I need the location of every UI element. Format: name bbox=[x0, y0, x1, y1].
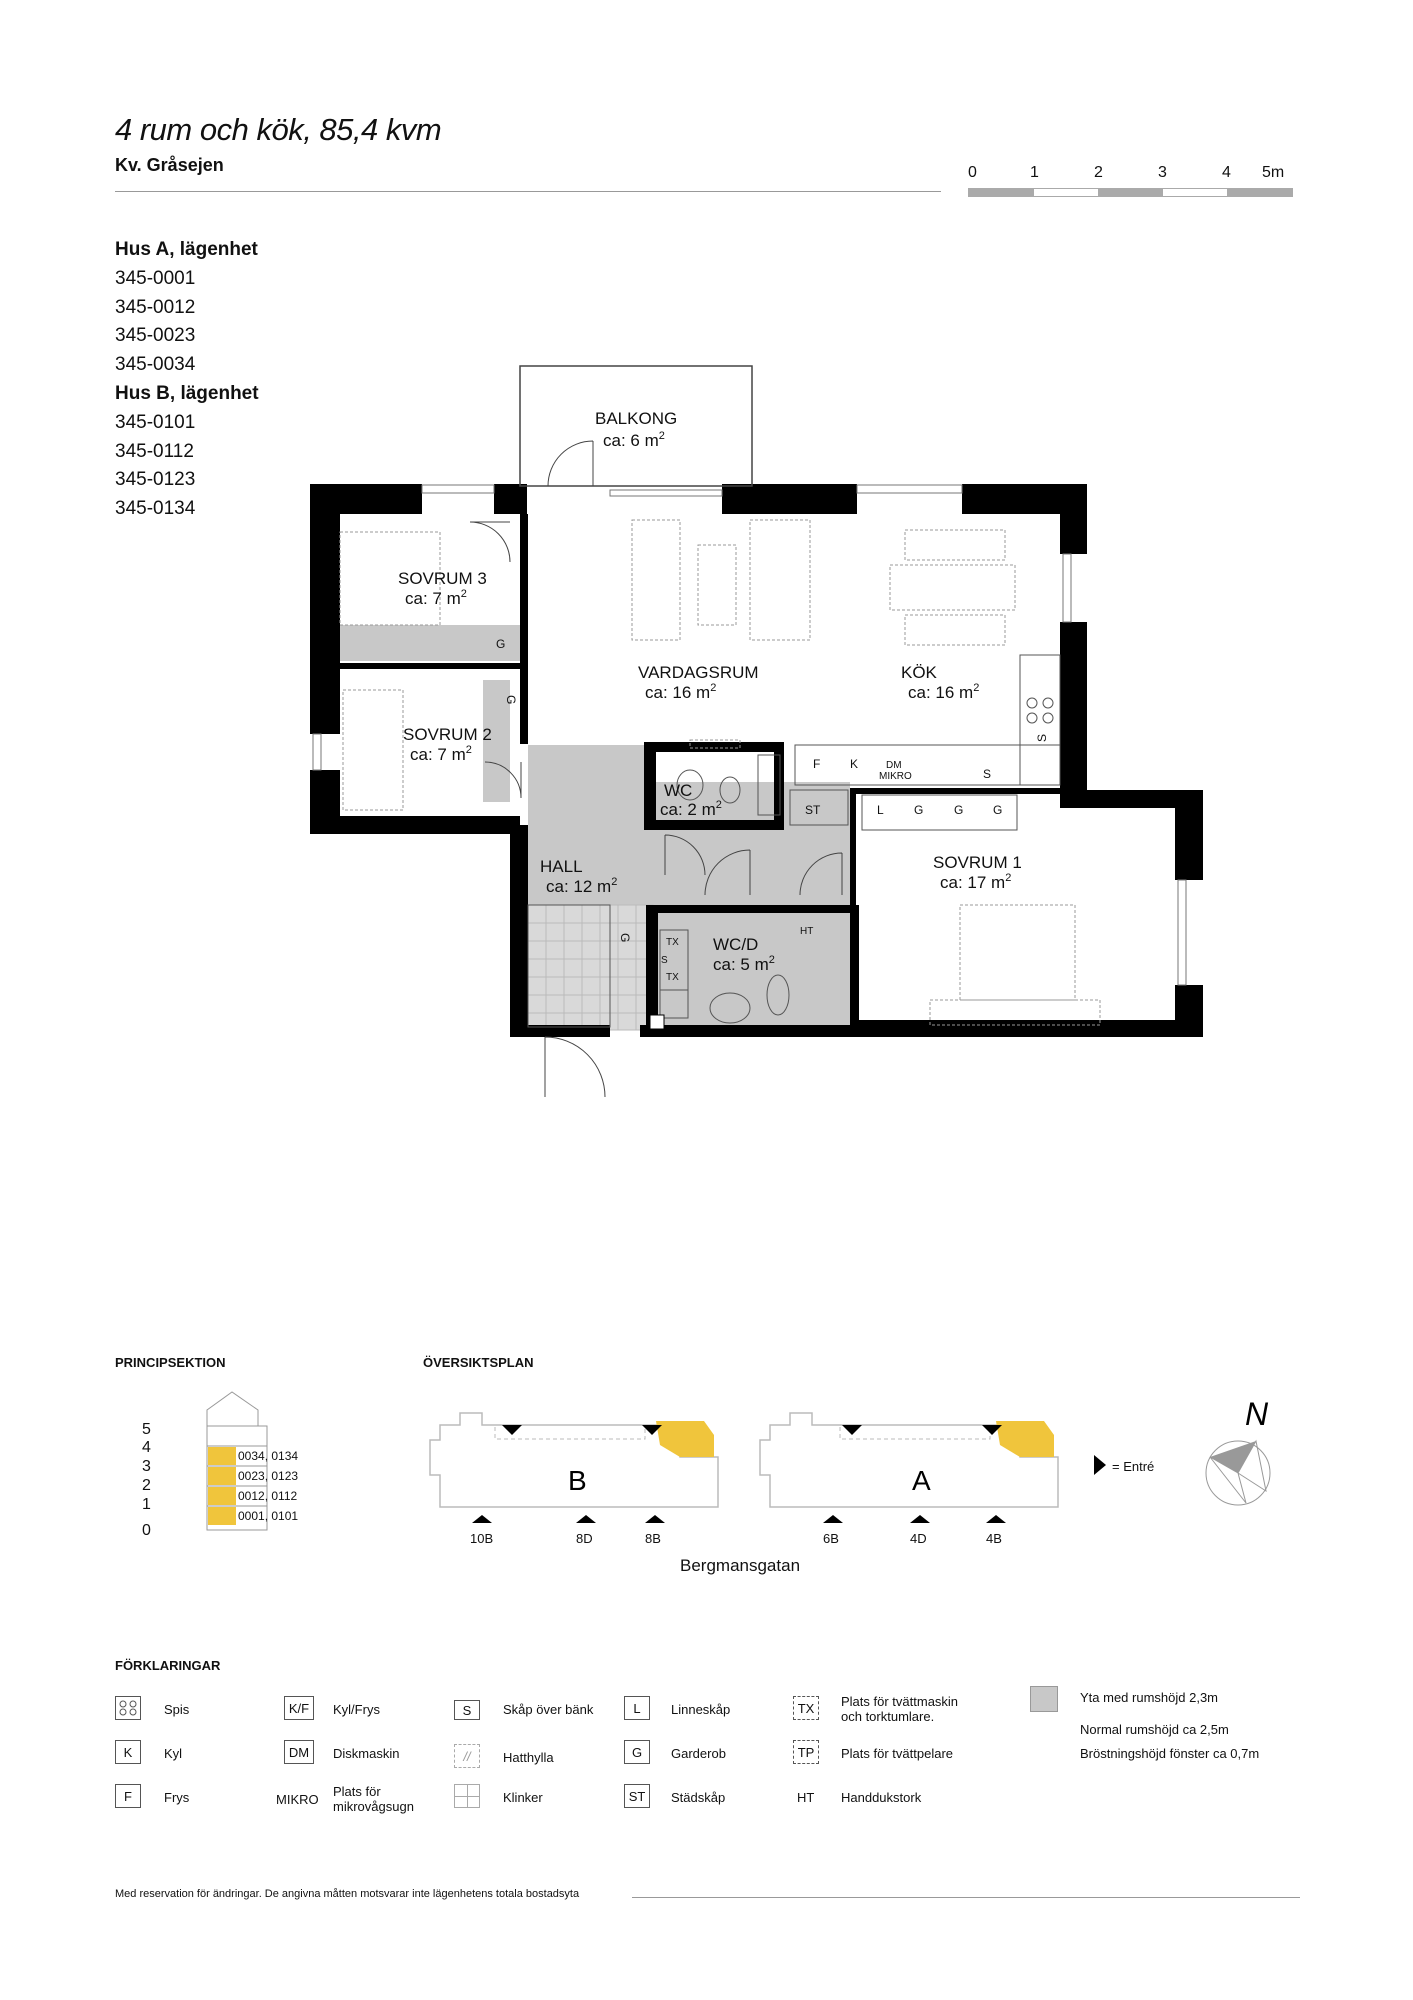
fixture-st: ST bbox=[805, 803, 821, 817]
scale-label: 5m bbox=[1262, 164, 1285, 181]
room-name-sovrum-2: SOVRUM 2 bbox=[403, 725, 492, 744]
fixture-tx: TX bbox=[666, 937, 679, 948]
unit-number: 345-0123 bbox=[115, 469, 196, 491]
legend-key: ST bbox=[624, 1784, 650, 1808]
legend-key: HT bbox=[797, 1790, 815, 1805]
room-area-kok: ca: 16 $m^2$ bbox=[908, 682, 980, 702]
floor-label: 2 bbox=[142, 1477, 151, 1494]
legend-key: G bbox=[624, 1740, 650, 1764]
tile-grid bbox=[528, 905, 653, 1030]
legend-key: K bbox=[115, 1740, 141, 1764]
block-name: Kv. Gråsejen bbox=[115, 155, 224, 175]
note-low-ceiling: Yta med rumshöjd 2,3m bbox=[1080, 1690, 1219, 1705]
fixture-tx: TX bbox=[666, 972, 679, 983]
section-diagram bbox=[140, 1390, 299, 1540]
house-b-heading: Hus B, lägenhet bbox=[115, 382, 259, 404]
floor-label: 0 bbox=[142, 1522, 151, 1539]
unit-number: 345-0112 bbox=[115, 440, 194, 462]
legend-key: TP bbox=[793, 1740, 819, 1764]
fixture-ht: HT bbox=[800, 926, 814, 937]
legend-key: F bbox=[115, 1784, 141, 1808]
fixture-g: G bbox=[954, 803, 964, 817]
entry-legend: = Entré bbox=[1112, 1459, 1155, 1474]
legend-label: Linneskåp bbox=[671, 1702, 731, 1717]
room-area-sovrum-1: ca: 17 $m^2$ bbox=[940, 872, 1012, 892]
north-label: N bbox=[1245, 1396, 1269, 1432]
legend-label: Frys bbox=[164, 1790, 190, 1805]
room-name-vardagsrum: VARDAGSRUM bbox=[638, 663, 759, 682]
fixture-g: G bbox=[496, 637, 506, 651]
room-name-hall: HALL bbox=[540, 857, 583, 876]
legend-label: Städskåp bbox=[671, 1790, 726, 1805]
footer-rule bbox=[632, 1897, 1300, 1898]
room-name-wcd: WC/D bbox=[713, 935, 759, 954]
section-units: 0034, 0134 bbox=[238, 1449, 299, 1463]
plan-title: 4 rum och kök, 85,4 kvm bbox=[115, 112, 442, 147]
floor-label: 3 bbox=[142, 1458, 151, 1475]
section-title: PRINCIPSEKTION bbox=[115, 1355, 226, 1370]
legend-label: Kyl bbox=[164, 1746, 183, 1761]
disclaimer: Med reservation för ändringar. De angivna måtten motsvarar inte lägenhetens totala bostadsyta bbox=[115, 1888, 580, 1900]
fixture-k: K bbox=[850, 757, 859, 771]
room-area-balkong: ca: 6 $m^2$ bbox=[603, 430, 665, 450]
room-area-sovrum-2: ca: 7 $m^2$ bbox=[410, 744, 472, 764]
low-ceiling-swatch bbox=[1030, 1686, 1058, 1712]
scale-label: 0 bbox=[968, 164, 977, 181]
stove-icon bbox=[115, 1696, 141, 1720]
legend-key: S bbox=[454, 1700, 480, 1720]
legend-label: Klinker bbox=[503, 1790, 543, 1805]
fixture-f: F bbox=[813, 757, 821, 771]
note-normal-ceiling: Normal rumshöjd ca 2,5m bbox=[1080, 1722, 1229, 1737]
scale-label: 3 bbox=[1158, 164, 1167, 181]
fixture-s: S bbox=[661, 955, 668, 966]
legend-key: MIKRO bbox=[276, 1792, 319, 1807]
room-area-wcd: ca: 5 $m^2$ bbox=[713, 954, 775, 974]
fixture-g: G bbox=[993, 803, 1003, 817]
unit-number: 345-0012 bbox=[115, 296, 196, 318]
tile-icon bbox=[454, 1784, 480, 1808]
legend-key: K/F bbox=[284, 1696, 314, 1720]
hat-shelf-icon: // bbox=[454, 1744, 480, 1768]
legend-label: Kyl/Frys bbox=[333, 1702, 380, 1717]
entrance-label: 4B bbox=[986, 1531, 1002, 1546]
section-units: 0001, 0101 bbox=[238, 1509, 299, 1523]
fixture-s: S bbox=[1035, 733, 1049, 742]
building-a-label: A bbox=[912, 1465, 931, 1496]
entrance-label: 4D bbox=[910, 1531, 927, 1546]
legend-label: Hatthylla bbox=[503, 1750, 554, 1765]
north-arrow-icon bbox=[1206, 1396, 1270, 1505]
room-area-wc: ca: 2 $m^2$ bbox=[660, 799, 722, 819]
section-units: 0023, 0123 bbox=[238, 1469, 299, 1483]
entrance-label: 6B bbox=[823, 1531, 839, 1546]
legend-label: Plats för mikrovågsugn bbox=[333, 1784, 414, 1814]
entrance-label: 10B bbox=[470, 1531, 494, 1546]
room-name-balkong: BALKONG bbox=[595, 409, 678, 428]
house-a-heading: Hus A, lägenhet bbox=[115, 239, 258, 260]
legend-label: Diskmaskin bbox=[333, 1746, 400, 1761]
fixture-g: G bbox=[914, 803, 924, 817]
fixture-g: G bbox=[618, 933, 632, 943]
fixture-g: G bbox=[504, 695, 518, 705]
unit-number: 345-0134 bbox=[115, 498, 196, 520]
note-window-height: Bröstningshöjd fönster ca 0,7m bbox=[1080, 1746, 1260, 1761]
legend-label: Skåp över bänk bbox=[503, 1702, 594, 1717]
section-units: 0012, 0112 bbox=[238, 1489, 298, 1503]
legend-label: Plats för tvättmaskin och torktumlare. bbox=[841, 1694, 959, 1724]
legend-key: DM bbox=[284, 1740, 314, 1764]
entrance-label: 8D bbox=[576, 1531, 593, 1546]
room-area-vardagsrum: ca: 16 $m^2$ bbox=[645, 682, 717, 702]
room-name-sovrum-1: SOVRUM 1 bbox=[933, 853, 1022, 872]
legend-label: Garderob bbox=[671, 1746, 726, 1761]
room-name-kok: KÖK bbox=[901, 663, 937, 682]
fixture-s: S bbox=[983, 767, 992, 781]
building-b-label: B bbox=[568, 1465, 587, 1496]
fixture-dm: DM bbox=[886, 760, 902, 771]
entrance-label: 8B bbox=[645, 1531, 661, 1546]
legend-label: Spis bbox=[164, 1702, 190, 1717]
unit-number: 345-0023 bbox=[115, 325, 196, 347]
room-name-sovrum-3: SOVRUM 3 bbox=[398, 569, 487, 588]
legend-key: L bbox=[624, 1696, 650, 1720]
unit-number: 345-0101 bbox=[115, 411, 196, 433]
floor-label: 4 bbox=[142, 1439, 151, 1456]
room-name-wc: WC bbox=[664, 781, 693, 800]
room-area-sovrum-3: ca: 7 $m^2$ bbox=[405, 588, 467, 608]
fixture-l: L bbox=[877, 803, 884, 817]
overview-title: ÖVERSIKTSPLAN bbox=[423, 1355, 534, 1370]
overview-map bbox=[420, 1395, 1300, 1585]
unit-number: 345-0001 bbox=[115, 267, 196, 289]
unit-number: 345-0034 bbox=[115, 354, 196, 376]
fixture-mikro: MIKRO bbox=[879, 771, 912, 782]
legend-key: TX bbox=[793, 1696, 819, 1720]
floor-label: 5 bbox=[142, 1421, 151, 1438]
legend-label: Plats för tvättpelare bbox=[841, 1746, 953, 1761]
legend-title: FÖRKLARINGAR bbox=[115, 1658, 221, 1673]
shaft bbox=[650, 1015, 664, 1029]
scale-label: 1 bbox=[1030, 164, 1039, 181]
legend-label: Handdukstork bbox=[841, 1790, 922, 1805]
scale-label: 2 bbox=[1094, 164, 1103, 181]
door-swing-balcony bbox=[548, 441, 593, 486]
scale-label: 4 bbox=[1222, 164, 1231, 181]
street-name: Bergmansgatan bbox=[680, 1556, 801, 1575]
floor-label: 1 bbox=[142, 1496, 151, 1513]
room-area-hall: ca: 12 $m^2$ bbox=[546, 876, 618, 896]
